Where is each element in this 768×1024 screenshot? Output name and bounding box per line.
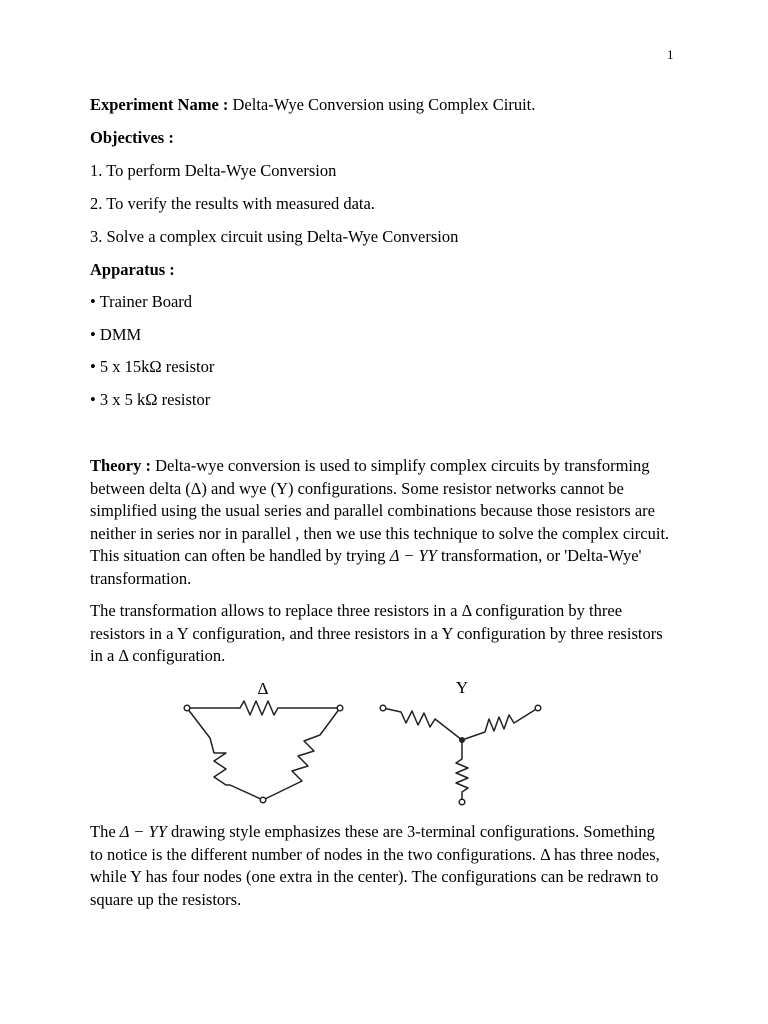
wye-left-resistor xyxy=(383,708,462,740)
apparatus-heading: Apparatus : xyxy=(90,260,175,279)
delta-terminal xyxy=(260,797,266,803)
wye-bottom-resistor xyxy=(456,740,468,801)
theory-paragraph-3 xyxy=(90,821,670,911)
delta-right-resistor xyxy=(263,708,340,800)
apparatus-item: • 5 x 15kΩ resistor xyxy=(90,357,215,376)
page-number: 1 xyxy=(667,47,674,62)
apparatus-item: • DMM xyxy=(90,325,142,344)
objectives-heading: Objectives : xyxy=(90,128,174,147)
theory-p3-start: The xyxy=(90,822,116,841)
theory-p1-text: Delta-wye conversion is used to simplify complex circuits by transforming between delta (Δ) and wye (Y) configurations. Some resistor networks cannot be simplified using the usual series and parallel combinations because those resistors are neither in series nor in parallel , then we use this technique to solve the complex circuit. This situation can often be handled by trying xyxy=(90,456,670,565)
objective-item: 2. To verify the results with measured data. xyxy=(90,194,375,213)
apparatus-item: • 3 x 5 kΩ resistor xyxy=(90,390,211,409)
delta-label: Δ xyxy=(257,679,269,698)
wye-center-node xyxy=(459,737,465,743)
wye-label: Y xyxy=(455,678,469,697)
delta-terminal xyxy=(337,705,343,711)
theory-paragraph-2: The transformation allows to replace three resistors in a Δ configuration by three resistors in a Y configuration, and three resistors in a Y configuration by three resistors in a Δ configuration. xyxy=(90,601,663,665)
delta-left-resistor xyxy=(187,708,263,800)
theory-label: Theory : xyxy=(90,456,151,475)
objective-item: 1. To perform Delta-Wye Conversion xyxy=(90,161,337,180)
theory-p1-end: transformation, or 'Delta-Wye' transformation. xyxy=(90,546,642,588)
experiment-name-line xyxy=(90,94,535,115)
experiment-name-label: Experiment Name : xyxy=(90,95,229,114)
apparatus-item: • Trainer Board xyxy=(90,292,193,311)
experiment-name-value: Delta-Wye Conversion using Complex Ciruit. xyxy=(232,95,536,114)
theory-p3-math: Δ − YY xyxy=(119,822,167,841)
delta-wye-figure xyxy=(180,675,550,810)
wye-right-resistor xyxy=(462,708,538,740)
objective-item: 3. Solve a complex circuit using Delta-Wye Conversion xyxy=(90,227,459,246)
theory-p3-rest: drawing style emphasizes these are 3-terminal configurations. Something to notice is the different number of nodes in the two configurations. Δ has three nodes, while Y has four nodes (one extra in the center). The configurations can be redrawn to square up the resistors. xyxy=(90,822,660,909)
delta-terminal xyxy=(184,705,190,711)
theory-p1-math: Δ − YY xyxy=(389,546,437,565)
theory-paragraph-1 xyxy=(90,455,670,590)
wye-terminal xyxy=(459,799,465,805)
wye-terminal xyxy=(380,705,386,711)
delta-top-resistor xyxy=(187,701,340,715)
wye-terminal xyxy=(535,705,541,711)
